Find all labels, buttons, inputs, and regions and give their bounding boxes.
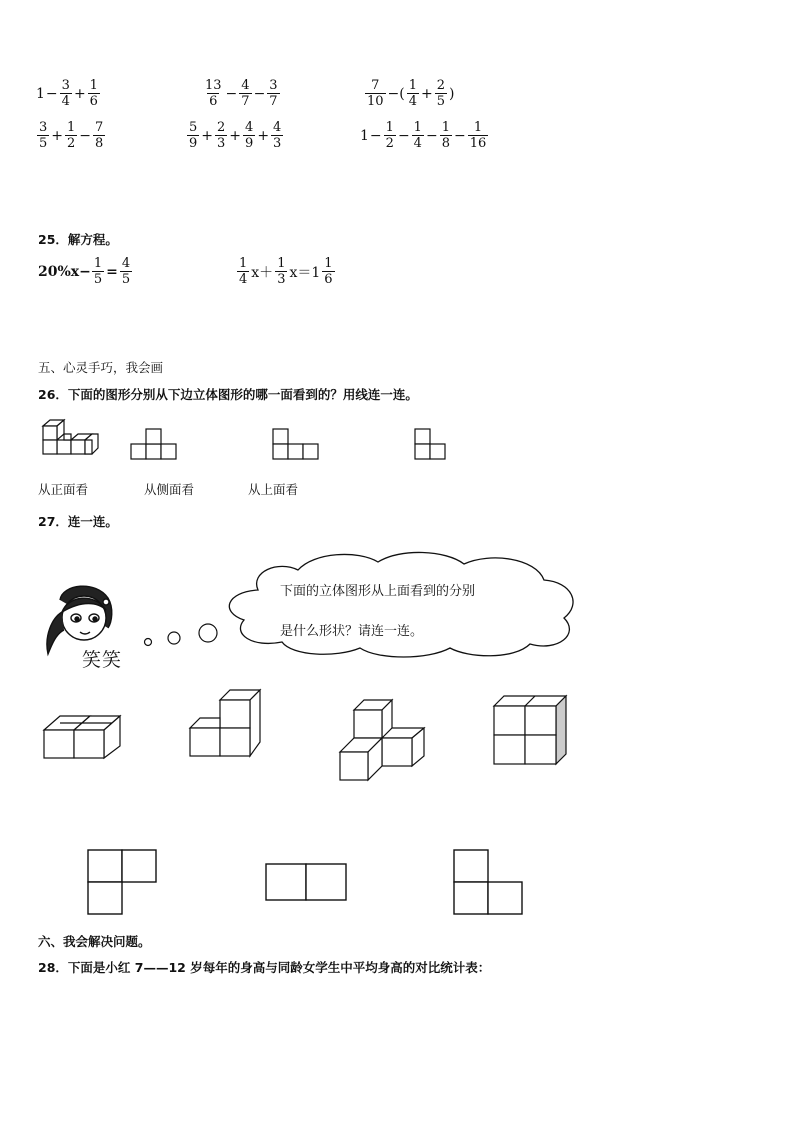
- q27-solid-2[interactable]: [186, 684, 266, 760]
- fraction: $\frac{1}{4}$: [413, 120, 422, 151]
- fraction: $\frac{3}{4}$: [61, 78, 70, 109]
- fraction: $\frac{1}{2}$: [385, 120, 394, 151]
- fraction: $\frac{4}{3}$: [273, 120, 282, 151]
- q26-label-front[interactable]: 从正面看: [38, 482, 89, 497]
- thought-bubble-small-circles: [140, 620, 220, 650]
- calc-expression-6: 1 − $\frac{1}{2}$ − $\frac{1}{4}$ − $\frac{1}{8}$ − $\frac{1}{16}$: [360, 120, 487, 151]
- fraction: $\frac{4}{7}$: [241, 78, 250, 109]
- section-6-title: 六、我会解决问题。: [38, 934, 151, 949]
- bubble-text-line-2: 是什么形状？请连一连。: [280, 624, 424, 639]
- fraction: $\frac{4}{5}$: [121, 256, 131, 287]
- q26-view-side[interactable]: [414, 428, 448, 462]
- fraction: $\frac{1}{6}$: [324, 256, 333, 287]
- fraction: $\frac{5}{9}$: [189, 120, 198, 151]
- character-name: 笑笑: [82, 649, 123, 671]
- fraction: $\frac{1}{5}$: [93, 256, 103, 287]
- section-5-title: 五、心灵手巧，我会画: [38, 360, 164, 375]
- fraction: $\frac{7}{10}$: [367, 78, 384, 109]
- fraction: $\frac{1}{4}$: [408, 78, 418, 109]
- fraction: $\frac{3}{7}$: [269, 78, 278, 109]
- fraction: $\frac{1}{16}$: [469, 120, 487, 151]
- q27-solid-1[interactable]: [40, 700, 124, 762]
- thought-cloud: [218, 548, 584, 660]
- q26-view-front[interactable]: [130, 428, 178, 460]
- q28-title: 28．下面是小红 7——12 岁每年的身高与同龄女学生中平均身高的对比统计表：: [38, 960, 491, 975]
- calc-expression-2: $\frac{13}{6}$ − $\frac{4}{7}$ − $\frac{3}{7}$: [205, 78, 278, 109]
- q27-solid-4[interactable]: [490, 694, 570, 766]
- fraction: $\frac{1}{8}$: [441, 120, 450, 151]
- fraction: $\frac{1}{4}$: [239, 256, 248, 287]
- fraction: $\frac{1}{6}$: [89, 78, 98, 109]
- q27-solid-3[interactable]: [338, 694, 428, 784]
- q26-view-top[interactable]: [272, 428, 320, 460]
- fraction: $\frac{2}{5}$: [436, 78, 446, 109]
- fraction: $\frac{3}{5}$: [39, 120, 48, 151]
- q26-title: 26．下面的图形分别从下边立体图形的哪一面看到的？用线连一连。: [38, 387, 418, 402]
- fraction: $\frac{13}{6}$: [205, 78, 222, 109]
- fraction: $\frac{7}{8}$: [95, 120, 104, 151]
- q27-title: 27．连一连。: [38, 514, 118, 529]
- q26-label-top[interactable]: 从上面看: [248, 482, 299, 497]
- q27-top-view-1[interactable]: [86, 848, 158, 916]
- q26-solid-figure: [40, 418, 102, 462]
- q26-label-side[interactable]: 从侧面看: [144, 482, 195, 497]
- calc-expression-3: $\frac{7}{10}$ −( $\frac{1}{4}$ + $\frac{2}{5}$ ): [367, 78, 455, 109]
- bubble-text-line-1: 下面的立体图形从上面看到的分别: [280, 584, 476, 599]
- q25-equation-1: 20%x− $\frac{1}{5}$ = $\frac{4}{5}$: [38, 256, 131, 287]
- q27-top-view-3[interactable]: [452, 848, 524, 916]
- fraction: $\frac{1}{3}$: [277, 256, 286, 287]
- calc-expression-1: 1 − $\frac{3}{4}$ + $\frac{1}{6}$: [36, 78, 98, 109]
- q27-top-view-2[interactable]: [264, 862, 348, 902]
- fraction: $\frac{2}{3}$: [217, 120, 226, 151]
- calc-expression-5: $\frac{5}{9}$ + $\frac{2}{3}$ + $\frac{4}{9}$ + $\frac{4}{3}$: [189, 120, 282, 151]
- q25-title: 25．解方程。: [38, 232, 118, 247]
- fraction: $\frac{1}{2}$: [67, 120, 76, 151]
- q25-equation-2: $\frac{1}{4}$ x＋ $\frac{1}{3}$ x＝1 $\frac{1}{6}$: [239, 256, 333, 287]
- fraction: $\frac{4}{9}$: [245, 120, 254, 151]
- calc-expression-4: $\frac{3}{5}$ + $\frac{1}{2}$ − $\frac{7}{8}$: [39, 120, 104, 151]
